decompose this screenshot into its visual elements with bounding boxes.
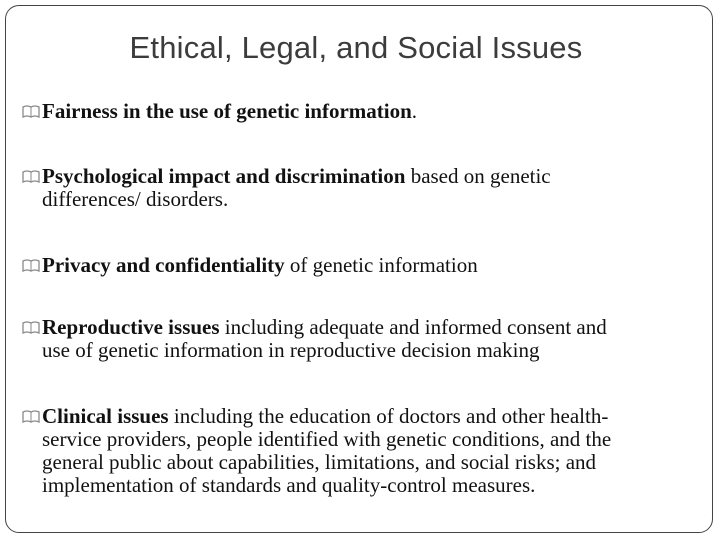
bullet-rest: .	[411, 99, 418, 123]
bullet-item-fairness	[22, 100, 702, 123]
bullet-icon	[22, 258, 40, 274]
bullet-text	[42, 405, 702, 497]
bullet-rest: based on genetic	[405, 164, 551, 188]
bullet-continuation: use of genetic information in reproductive decision making	[42, 338, 540, 362]
bullet-emphasis: Psychological impact and discrimination	[42, 164, 406, 188]
bullet-continuation: general public about capabilities, limitations, and social risks; and	[42, 450, 597, 474]
bullet-continuation: implementation of standards and quality-control measures.	[42, 473, 536, 497]
bullet-continuation: differences/ disorders.	[42, 187, 229, 211]
bullet-rest: including adequate and informed consent and	[219, 315, 607, 339]
bullet-text	[42, 316, 702, 362]
bullet-icon	[22, 104, 40, 120]
bullet-emphasis: Reproductive issues	[42, 315, 220, 339]
bullet-icon	[22, 409, 40, 425]
slide-title: Ethical, Legal, and Social Issues	[129, 30, 583, 65]
bullet-continuation: service providers, people identified with genetic conditions, and the	[42, 427, 612, 451]
bullet-item-clinical	[22, 405, 702, 497]
bullet-rest: of genetic information	[284, 253, 478, 277]
bullet-text	[42, 100, 702, 123]
bullet-icon	[22, 169, 40, 185]
bullet-emphasis: Privacy and confidentiality	[42, 253, 285, 277]
bullet-rest: including the education of doctors and other health-	[168, 404, 609, 428]
bullet-emphasis: Clinical issues	[42, 404, 169, 428]
bullet-item-privacy	[22, 254, 702, 277]
bullet-item-reproductive	[22, 316, 702, 362]
bullet-text	[42, 254, 702, 277]
bullet-item-psychological	[22, 165, 702, 211]
bullet-icon	[22, 320, 40, 336]
bullet-text	[42, 165, 702, 211]
bullet-emphasis: Fairness in the use of genetic information	[42, 99, 412, 123]
